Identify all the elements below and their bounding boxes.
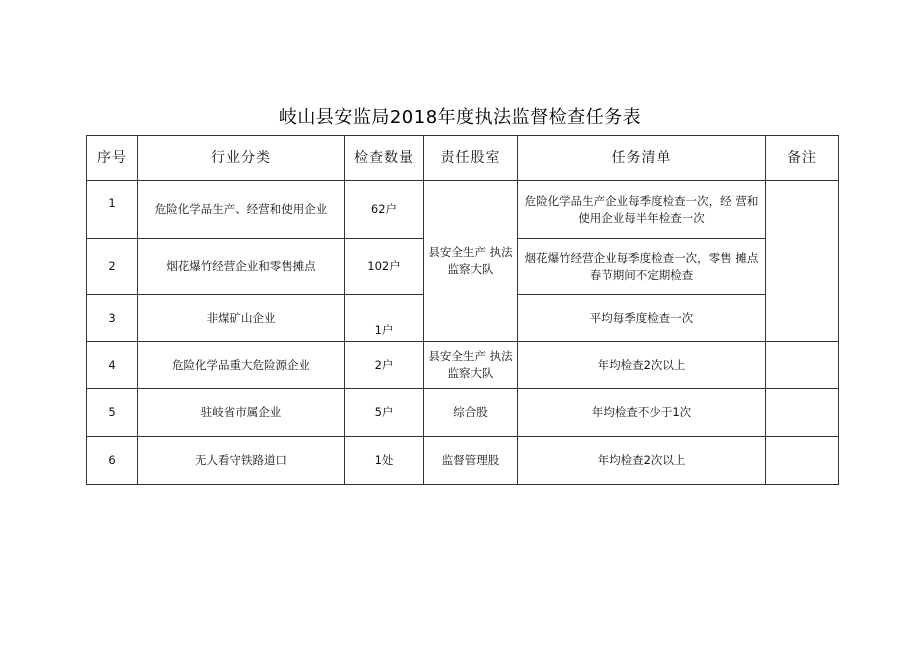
header-seq: 序号 <box>87 136 138 181</box>
header-dept: 责任股室 <box>424 136 518 181</box>
row-dept: 县安全生产 执法监察大队 <box>424 342 518 389</box>
table-row <box>87 437 839 485</box>
row-task: 年均检查不少于1次 <box>518 389 766 437</box>
row-seq: 6 <box>87 437 138 485</box>
row-category: 危险化学品重大危险源企业 <box>138 342 345 389</box>
row-note <box>766 437 839 485</box>
table-row <box>87 181 839 239</box>
header-category: 行业分类 <box>138 136 345 181</box>
row-note <box>766 342 839 389</box>
row-category: 烟花爆竹经营企业和零售摊点 <box>138 239 345 295</box>
row-category: 非煤矿山企业 <box>138 295 345 342</box>
row-task: 年均检查2次以上 <box>518 437 766 485</box>
row-seq: 1 <box>87 181 138 239</box>
row-note <box>766 181 839 342</box>
row-category: 无人看守铁路道口 <box>138 437 345 485</box>
row-category: 驻岐省市属企业 <box>138 389 345 437</box>
row-task: 年均检查2次以上 <box>518 342 766 389</box>
row-count: 2户 <box>345 342 424 389</box>
row-task: 危险化学品生产企业每季度检查一次，经 营和使用企业每半年检查一次 <box>518 181 766 239</box>
row-dept: 县安全生产 执法监察大队 <box>424 181 518 342</box>
row-seq: 2 <box>87 239 138 295</box>
table-header-row <box>87 136 839 181</box>
task-table <box>86 135 839 485</box>
header-task: 任务清单 <box>518 136 766 181</box>
header-note: 备注 <box>766 136 839 181</box>
row-seq: 3 <box>87 295 138 342</box>
row-category: 危险化学品生产、经营和使用企业 <box>138 181 345 239</box>
row-note <box>766 389 839 437</box>
row-seq: 5 <box>87 389 138 437</box>
row-count: 102户 <box>345 239 424 295</box>
header-count: 检查数量 <box>345 136 424 181</box>
row-count: 5户 <box>345 389 424 437</box>
page-title: 岐山县安监局2018年度执法监督检查任务表 <box>278 107 642 128</box>
row-count: 1户 <box>345 295 424 342</box>
row-task: 烟花爆竹经营企业每季度检查一次，零售 摊点春节期间不定期检查 <box>518 239 766 295</box>
row-dept: 监督管理股 <box>424 437 518 485</box>
row-count: 1处 <box>345 437 424 485</box>
row-seq: 4 <box>87 342 138 389</box>
table-row <box>87 342 839 389</box>
row-count: 62户 <box>345 181 424 239</box>
table-row <box>87 389 839 437</box>
row-task: 平均每季度检查一次 <box>518 295 766 342</box>
row-dept: 综合股 <box>424 389 518 437</box>
